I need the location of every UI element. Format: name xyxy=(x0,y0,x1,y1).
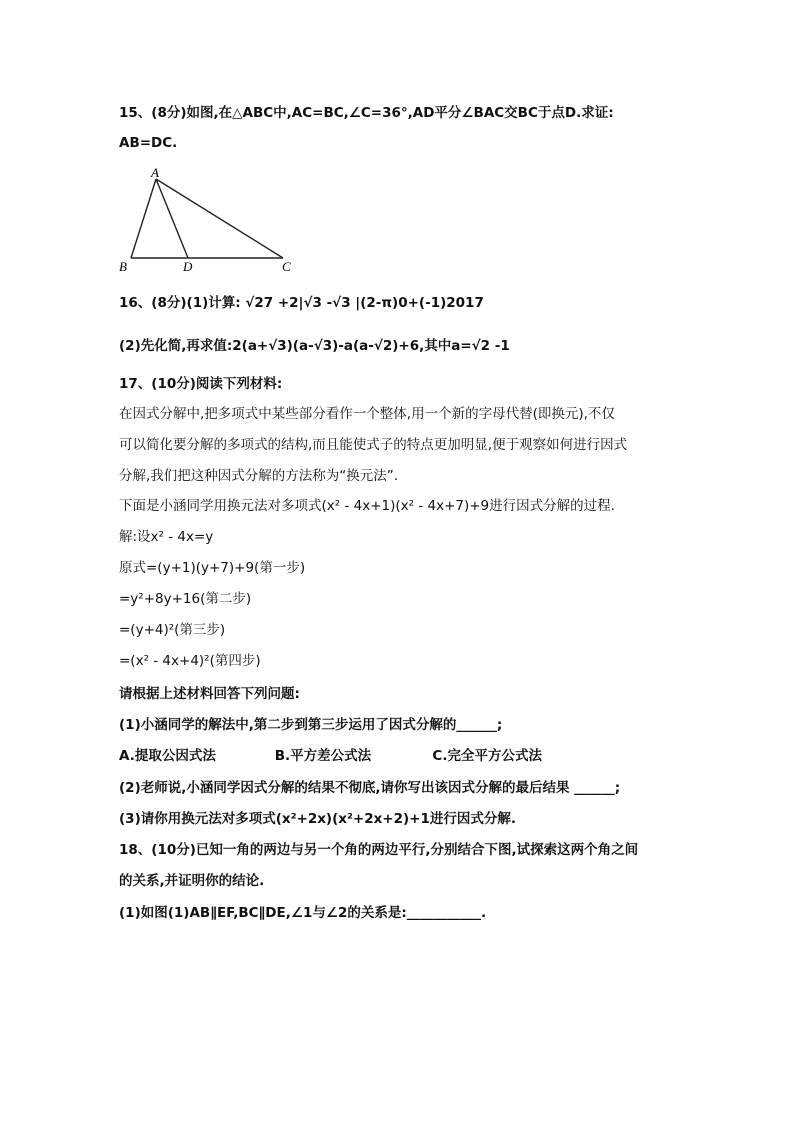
q17-step1: 原式=(y+1)(y+7)+9(第一步) xyxy=(119,560,306,576)
q17-title: 17、(10分)阅读下列材料: xyxy=(119,376,283,392)
q16-part1-label: 16、(8分)(1)计算: xyxy=(119,295,241,311)
q16-part1 xyxy=(119,294,484,312)
q15-line1: 15、(8分)如图,在△ABC中,AC=BC,∠C=36°,AD平分∠BAC交BC于点D.求证: xyxy=(119,105,614,121)
q18-line1: 18、(10分)已知一角的两边与另一个角的两边平行,分别结合下图,试探索这两个角之间 xyxy=(119,842,639,858)
q17-q2: (2)老师说,小涵同学因式分解的结果不彻底,请你写出该因式分解的最后结果 ______; xyxy=(119,780,621,796)
q17-q3: (3)请你用换元法对多项式(x²+2x)(x²+2x+2)+1进行因式分解. xyxy=(119,811,517,827)
q17-step2: =y²+8y+16(第二步) xyxy=(119,591,252,607)
vertex-label-c: C xyxy=(282,259,291,274)
vertex-label-b: B xyxy=(119,259,127,274)
option-b: B.平方差公式法 xyxy=(274,748,372,764)
q17-prompt: 请根据上述材料回答下列问题: xyxy=(119,686,300,702)
q17-para1: 在因式分解中,把多项式中某些部分看作一个整体,用一个新的字母代替(即换元),不仅 xyxy=(119,406,615,422)
option-a: A.提取公因式法 xyxy=(119,748,216,764)
q17-q1: (1)小涵同学的解法中,第二步到第三步运用了因式分解的______; xyxy=(119,717,503,733)
option-c: C.完全平方公式法 xyxy=(432,748,542,764)
q17-para2: 可以简化要分解的多项式的结构,而且能使式子的特点更加明显,便于观察如何进行因式 xyxy=(119,437,628,453)
q17-step3: =(y+4)²(第三步) xyxy=(119,622,226,638)
vertex-label-a: A xyxy=(151,165,159,180)
q18-line2: 的关系,并证明你的结论. xyxy=(119,873,265,889)
q16-part1-expr: √27 +2|√3 -√3 |(2-π)0+(-1)2017 xyxy=(245,295,484,311)
q17-options xyxy=(119,747,542,765)
q17-step4: =(x² - 4x+4)²(第四步) xyxy=(119,653,261,669)
vertex-label-d: D xyxy=(183,259,193,274)
q15-line2: AB=DC. xyxy=(119,135,178,151)
q17-para3: 分解,我们把这种因式分解的方法称为“换元法”. xyxy=(119,468,399,484)
q17-solution: 解:设x² - 4x=y xyxy=(119,529,214,545)
q16-part2: (2)先化简,再求值:2(a+√3)(a-√3)-a(a-√2)+6,其中a=√2 -1 xyxy=(119,338,510,354)
q17-intro: 下面是小涵同学用换元法对多项式(x² - 4x+1)(x² - 4x+7)+9进行因式分解的过程. xyxy=(119,498,615,514)
q18-q1: (1)如图(1)AB∥EF,BC∥DE,∠1与∠2的关系是:___________. xyxy=(119,905,487,921)
